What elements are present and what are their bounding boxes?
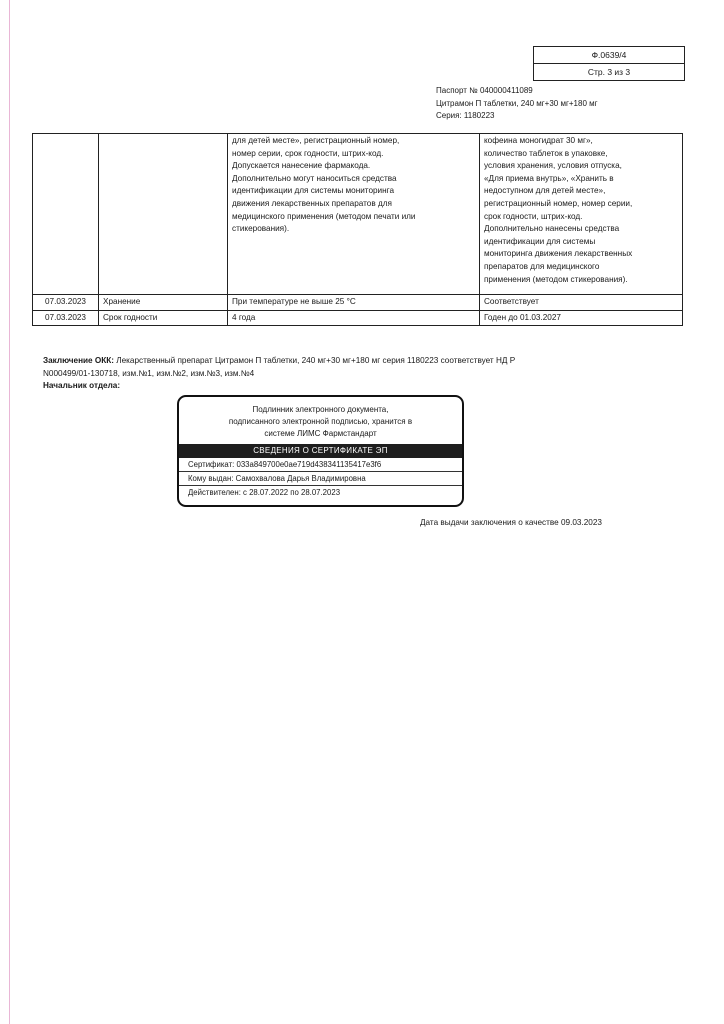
certificate-validity: Действителен: с 28.07.2022 по 28.07.2023 <box>188 488 341 497</box>
result-cell: Годен до 01.03.2027 <box>480 310 683 326</box>
page-margin-line <box>9 0 10 1024</box>
product-name: Цитрамон П таблетки, 240 мг+30 мг+180 мг <box>436 98 598 108</box>
form-code-box <box>533 46 685 81</box>
certificate-owner: Кому выдан: Самохвалова Дарья Владимировна <box>179 472 462 486</box>
result-cell: кофеина моногидрат 30 мг», количество таблеток в упаковке, условия хранения, условия отпуска, «Для приема внутрь», «Хранить в недоступном для детей месте», регистрационный номер, номер серии, срок годности, штрих-код. Дополнительно нанесены средства идентификации для системы мониторинга движения лекарственных препаратов для медицинского применения (методом стикерования). <box>480 134 683 295</box>
requirement-cell: 4 года <box>228 310 480 326</box>
table-row <box>33 310 683 326</box>
electronic-signature-stamp <box>177 395 464 507</box>
requirement-cell: При температуре не выше 25 °С <box>228 295 480 311</box>
parameter-cell: Срок годности <box>99 310 228 326</box>
conclusion-text: Лекарственный препарат Цитрамон П таблетки, 240 мг+30 мг+180 мг серия 1180223 соответствует НД Р N000499/01-130718, изм.№1, изм.№2, изм.№3, изм.№4 <box>43 356 516 378</box>
form-code: Ф.0639/4 <box>534 47 684 64</box>
signature-note: Подлинник электронного документа, подписанного электронной подписью, хранится в системе ЛИМС Фармстандарт <box>228 405 413 438</box>
date-cell <box>33 134 99 295</box>
page-number: Стр. 3 из 3 <box>587 67 631 77</box>
parameter-cell <box>99 134 228 295</box>
result-cell: Соответствует <box>480 295 683 311</box>
table-row <box>33 295 683 311</box>
requirement-cell: для детей месте», регистрационный номер, номер серии, срок годности, штрих-код. Допускается нанесение фармакода. Дополнительно могут наноситься средства идентификации для системы мониторинга движения лекарственных препаратов для медицинского применения (методом печати или стикерования). <box>228 134 480 295</box>
passport-header <box>436 85 598 123</box>
parameter-cell: Хранение <box>99 295 228 311</box>
conclusion-label: Заключение ОКК: <box>43 356 114 365</box>
issue-date: Дата выдачи заключения о качестве 09.03.2023 <box>420 518 602 527</box>
certificate-header: СВЕДЕНИЯ О СЕРТИФИКАТЕ ЭП <box>179 444 462 458</box>
table-row <box>33 134 683 295</box>
test-results-table <box>32 133 683 326</box>
date-cell: 07.03.2023 <box>33 295 99 311</box>
date-cell: 07.03.2023 <box>33 310 99 326</box>
certificate-number: Сертификат: 033a849700e0ae719d438341135417e3f6 <box>179 458 462 472</box>
conclusion <box>43 354 553 380</box>
passport-number: Паспорт № 040000411089 <box>436 86 533 95</box>
series-number: Серия: 1180223 <box>436 111 495 120</box>
department-head-label: Начальник отдела: <box>43 381 121 390</box>
